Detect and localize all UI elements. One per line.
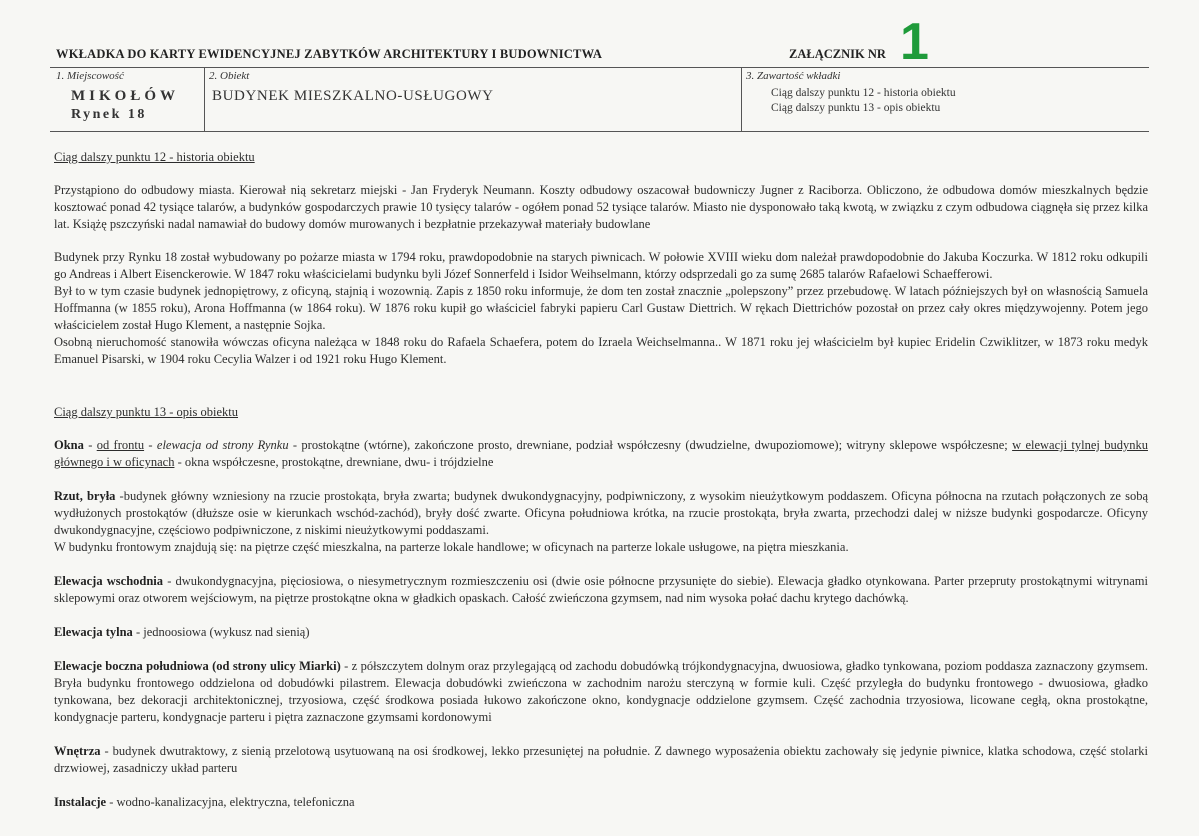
plan-text: -budynek główny wzniesiony na rzucie prostokąta, bryła zwarta; budynek dwukondygnacyjny, podpiwniczony, z wysokim nieużytkowym poddaszem. Oficyna północna na rzutach połączonych ze sobą wydłużonych prostokątów (dłuższe osie w kierunkach wschód-zachód), bryły dość zwarte. Oficyna południowa krótka, na rzucie prostokąta, bryła zwarta, przechodzi dalej w niższe budynki gospodarcze. Oficyny dwukondygnacyjne, częściowo podpiwniczone, z niskimi nieużytkowymi poddaszami. [54, 489, 1148, 537]
side-elevation-label: Elewacje boczna południowa (od strony ulicy Miarki) [54, 659, 341, 673]
windows-front-label: od frontu [96, 438, 145, 452]
rear-elevation-text: - jednoosiowa (wykusz nad sienią) [132, 625, 310, 639]
side-elevation-text: - z półszczytem dolnym oraz przylegającą od zachodu dobudówką trójkondygnacyjna, dwuosiowa, gładko tynkowana, poziom poddasza zaznaczony gzymsem. Bryła budynku frontowego oddzielona od dobudówki pilastrem. Elewacja dobudówki zwieńczona w zachodnim narożu sterczyną w formie kuli. Część przyległa do budynku frontowego - dwuosiowa, gładko tynkowana, bez dekoracji architektonicznej, trzyosiowa, część środkowa posiada łukowo zakończone okno, kondygnacje oddzielone gzymsem. Część zachodnia trzyosiowa, licowane cegłą, okna prostokątne, kondygnacje parteru, kondygnacje parteru i piętra zaznaczone gzymsami kordonowymi [54, 659, 1148, 724]
description-section [54, 404, 1148, 811]
windows-rear-label: w elewacji tylnej budynku głównego i w oficynach [54, 438, 1148, 469]
annex-label: ZAŁĄCZNIK NR [789, 47, 886, 61]
installations-text: - wodno-kanalizacyjna, elektryczna, telefoniczna [106, 795, 355, 809]
field-locality-address: Rynek 18 [71, 107, 147, 122]
field-locality-label: 1. Miejscowość [56, 70, 124, 82]
document-title: WKŁADKA DO KARTY EWIDENCYJNEJ ZABYTKÓW ARCHITEKTURY I BUDOWNICTWA [56, 47, 603, 61]
field-contents-line-1: Ciąg dalszy punktu 12 - historia obiektu [771, 87, 956, 99]
interiors-label: Wnętrza [54, 744, 101, 758]
field-contents-label: 3. Zawartość wkładki [746, 70, 841, 82]
windows-sep-1: - [83, 438, 97, 452]
field-contents-line-2: Ciąg dalszy punktu 13 - opis obiektu [771, 102, 941, 114]
east-elevation-paragraph [54, 573, 1148, 607]
interiors-paragraph [54, 743, 1148, 777]
plan-paragraph [54, 488, 1148, 539]
history-paragraph-3: Był to w tym czasie budynek jednopiętrowy, z oficyną, stajnią i wozownią. Zapis z 1850 roku informuje, że dom ten został znacznie „polepszony” przez przebudowę. W latach późniejszych był on własnością Samuela Hoffmanna (w 1855 roku), Arona Hoffmanna (w 1864 roku). W 1876 roku kupił go właściciel fabryki papieru Carl Gustaw Diettrich. W rękach Diettrichów pozostał on przez cały okres międzywojenny. Potem jego właścicielem został Hugo Klement, a następnie Sojka. [54, 284, 1148, 332]
header-top-rule [50, 67, 1149, 68]
plan-label: Rzut, bryła [54, 489, 116, 503]
east-elevation-label: Elewacja wschodnia [54, 574, 164, 588]
side-elevation-paragraph [54, 658, 1148, 726]
field-divider-2 [741, 67, 742, 131]
field-object-value: BUDYNEK MIESZKALNO-USŁUGOWY [212, 88, 494, 104]
annex-number: 1 [900, 13, 929, 71]
field-locality-town: MIKOŁÓW [71, 88, 180, 104]
windows-elevation-label: elewacja od strony Rynku - [156, 438, 298, 452]
plan-paragraph-2: W budynku frontowym znajdują się: na piętrze część mieszkalna, na parterze lokale handlowe; w oficynach na parterze lokale usługowe, na piętra mieszkania. [54, 540, 849, 554]
east-elevation-text: - dwukondygnacyjna, pięciosiowa, o niesymetrycznym rozmieszczeniu osi (dwie osie północne przysunięte do siebie). Elewacja gładko otynkowana. Parter przepruty prostokątnymi witrynami sklepowymi oraz otworem wejściowym, na piętrze prostokątne okna w gładkich opaskach. Całość zwieńczona gzymsem, nad nim wysoka połać dachu krytego dachówką. [54, 574, 1148, 605]
interiors-text: - budynek dwutraktowy, z sienią przelotową usytuowaną na osi środkowej, lekko przesuniętej na południe. Z dawnego wyposażenia obiektu zachowały się jedynie piwnice, klatka schodowa, część stolarki drzwiowej, zasadniczy układ parteru [54, 744, 1148, 775]
history-heading: Ciąg dalszy punktu 12 - historia obiektu [54, 150, 255, 164]
windows-text-1: prostokątne (wtórne), zakończone prosto, drewniane, podział współczesny (dwudzielne, dwupoziomowe); witryny sklepowe współczesne; [297, 438, 1013, 452]
description-heading: Ciąg dalszy punktu 13 - opis obiektu [54, 405, 239, 419]
rear-elevation-paragraph [54, 624, 1148, 641]
installations-label: Instalacje [54, 795, 107, 809]
history-paragraph-2: Budynek przy Rynku 18 został wybudowany po pożarze miasta w 1794 roku, prawdopodobnie na starych piwnicach. W połowie XVIII wieku dom należał prawdopodobnie do Jakuba Koczurka. W 1812 roku odkupili go Andreas i Albert Eisenckerowie. W 1847 roku właścicielami budynku byli Józef Sonnerfeld i Isidor Weihselmann, którzy odsprzedali go za sumę 2685 talarów Rafaelowi Schaefferowi. [54, 250, 1148, 281]
windows-label: Okna [54, 438, 84, 452]
windows-text-2: - okna współczesne, prostokątne, drewniane, dwu- i trójdzielne [174, 455, 494, 469]
field-divider-1 [204, 67, 205, 131]
windows-paragraph [54, 437, 1148, 471]
history-paragraph-4: Osobną nieruchomość stanowiła wówczas oficyna należąca w 1848 roku do Rafaela Schaefera, potem do Izraela Weichselmanna.. W 1871 roku jej właścicielm był kupiec Eridelin Czwiklitzer, w 1873 roku medyk Emanuel Pisarski, w 1904 roku Cecylia Walzer i od 1921 roku Hugo Klement. [54, 335, 1148, 366]
header-bottom-rule [50, 131, 1149, 132]
windows-sep-2: - [144, 438, 157, 452]
rear-elevation-label: Elewacja tylna [54, 625, 133, 639]
history-paragraph-1: Przystąpiono do odbudowy miasta. Kierował nią sekretarz miejski - Jan Fryderyk Neumann. Koszty odbudowy oszacował budowniczy Jugner z Raciborza. Obliczono, że odbudowa domów mieszkalnych będzie kosztować ponad 42 tysiące talarów, a budynków gospodarczych prawie 10 tysięcy talarów - ogółem ponad 52 tysiące talarów. Miasto nie dysponowało taką kwotą, w związku z czym odbudowa ciągnęła się przez kilka lat. Książę pszczyński nadal namawiał do budowy domów murowanych i bezpłatnie przekazywał materiały budowlane [54, 183, 1148, 231]
field-object-label: 2. Obiekt [209, 70, 250, 82]
history-section [54, 149, 1148, 368]
installations-paragraph [54, 794, 1148, 811]
